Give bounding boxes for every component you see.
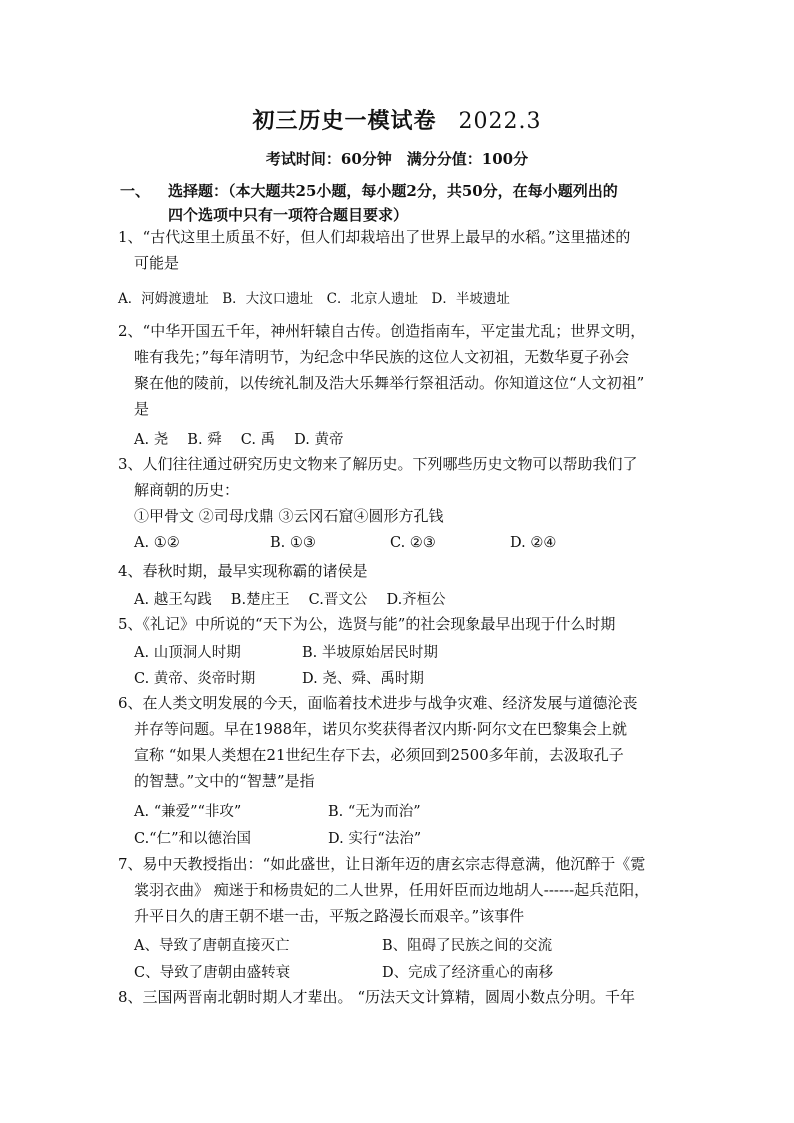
q7-line-3: 升平日久的唐王朝不堪一击，平叛之路漫长而艰辛。”该事件 [134,907,525,925]
q6-option-d: D. 实行“法治” [328,831,422,847]
q7-option-b: B、阻碍了民族之间的交流 [382,938,553,954]
q1-options: A．河姆渡遗址 B．大汶口遗址 C．北京人遗址 D．半坡遗址 [118,291,510,307]
question-6 [118,690,680,794]
q7-option-c: C、导致了唐朝由盛转衰 [134,965,291,981]
q4-options: A. 越王勾践 B.楚庄王 C.晋文公 D.齐桓公 [134,592,446,608]
q2-line-3: 聚在他的陵前，以传统礼制及浩大乐舞举行祭祖活动。你知道这位“人文初祖” [134,374,645,392]
q7-line-2: 裳羽衣曲》 痴迷于和杨贵妃的二人世界，任用奸臣而边地胡人------起兵范阳， [134,881,650,899]
q3-option-c: C. ②③ [390,535,436,551]
q5-option-d: D. 尧、舜、禹时期 [302,671,424,687]
q1-line-2: 可能是 [134,254,180,272]
q3-line-3: ①甲骨文 ②司母戊鼎 ③云冈石窟④圆形方孔钱 [134,507,444,525]
q6-line-4: 的智慧。”文中的“智慧”是指 [134,772,315,790]
q3-option-d: D. ②④ [510,535,557,551]
q5-option-a: A. 山顶洞人时期 [134,645,241,661]
q5-line-1: 5、《礼记》中所说的“天下为公，选贤与能”的社会现象最早出现于什么时期 [118,615,616,633]
question-5 [118,611,680,637]
q6-option-a: A. “兼爱”“非攻” [134,804,242,820]
q2-options: A. 尧 B. 舜 C. 禹 D. 黄帝 [134,432,344,448]
q3-option-b: B. ①③ [270,535,316,551]
q3-line-1: 3、人们往往通过研究历史文物来了解历史。下列哪些历史文物可以帮助我们了 [118,455,638,473]
page-title [0,104,794,135]
q1-line-1: 1、“古代这里土质虽不好，但人们却栽培出了世界上最早的水稻。”这里描述的 [118,228,631,246]
question-7 [118,851,680,929]
question-1 [118,224,680,276]
title-text: 初三历史一模试卷 [252,108,437,134]
q7-line-1: 7、易中天教授指出：“如此盛世，让日渐年迈的唐玄宗志得意满，他沉醉于《霓 [118,855,646,873]
q4-line-1: 4、春秋时期，最早实现称霸的诸侯是 [118,562,368,580]
q6-line-2: 并存等问题。早在1988年，诺贝尔奖获得者汉内斯·阿尔文在巴黎集会上就 [134,720,627,738]
question-3 [118,451,680,529]
q6-line-3: 宣称 “如果人类想在21世纪生存下去，必须回到2500多年前，去汲取孔子 [134,746,624,764]
q6-option-b: B. “无为而治” [328,804,421,820]
section-heading [120,179,680,227]
q2-line-4: 是 [134,400,150,418]
section-line-1: 选择题：（本大题共25小题，每小题2分，共50分，在每小题列出的 [168,182,618,200]
q5-option-c: C. 黄帝、炎帝时期 [134,671,256,687]
q6-option-c: C.“仁”和以德治国 [134,831,252,847]
q8-line-1: 8、三国两晋南北朝时期人才辈出。 “历法天文计算精，圆周小数点分明。千年 [118,988,635,1006]
title-year: 2022.3 [458,109,542,134]
question-4 [118,558,680,584]
q3-option-a: A. ①② [134,535,180,551]
q7-option-a: A、导致了唐朝直接灭亡 [134,938,290,954]
question-2 [118,318,680,422]
q5-option-b: B. 半坡原始居民时期 [302,645,438,661]
q2-line-1: 2、“中华开国五千年，神州轩辕自古传。创造指南车，平定蚩尤乱；世界文明， [118,322,646,340]
q6-line-1: 6、在人类文明发展的今天，面临着技术进步与战争灾难、经济发展与道德沦丧 [118,694,638,712]
exam-info: 考试时间：60分钟 满分分值：100分 [265,150,529,168]
question-8 [118,984,680,1010]
section-number: 一、 [120,182,151,200]
q7-option-d: D、完成了经济重心的南移 [382,965,554,981]
section-line-2: 四个选项中只有一项符合题目要求） [168,206,409,224]
q2-line-2: 唯有我先；”每年清明节，为纪念中华民族的这位人文初祖，无数华夏子孙会 [134,348,630,366]
q3-line-2: 解商朝的历史： [134,481,240,499]
